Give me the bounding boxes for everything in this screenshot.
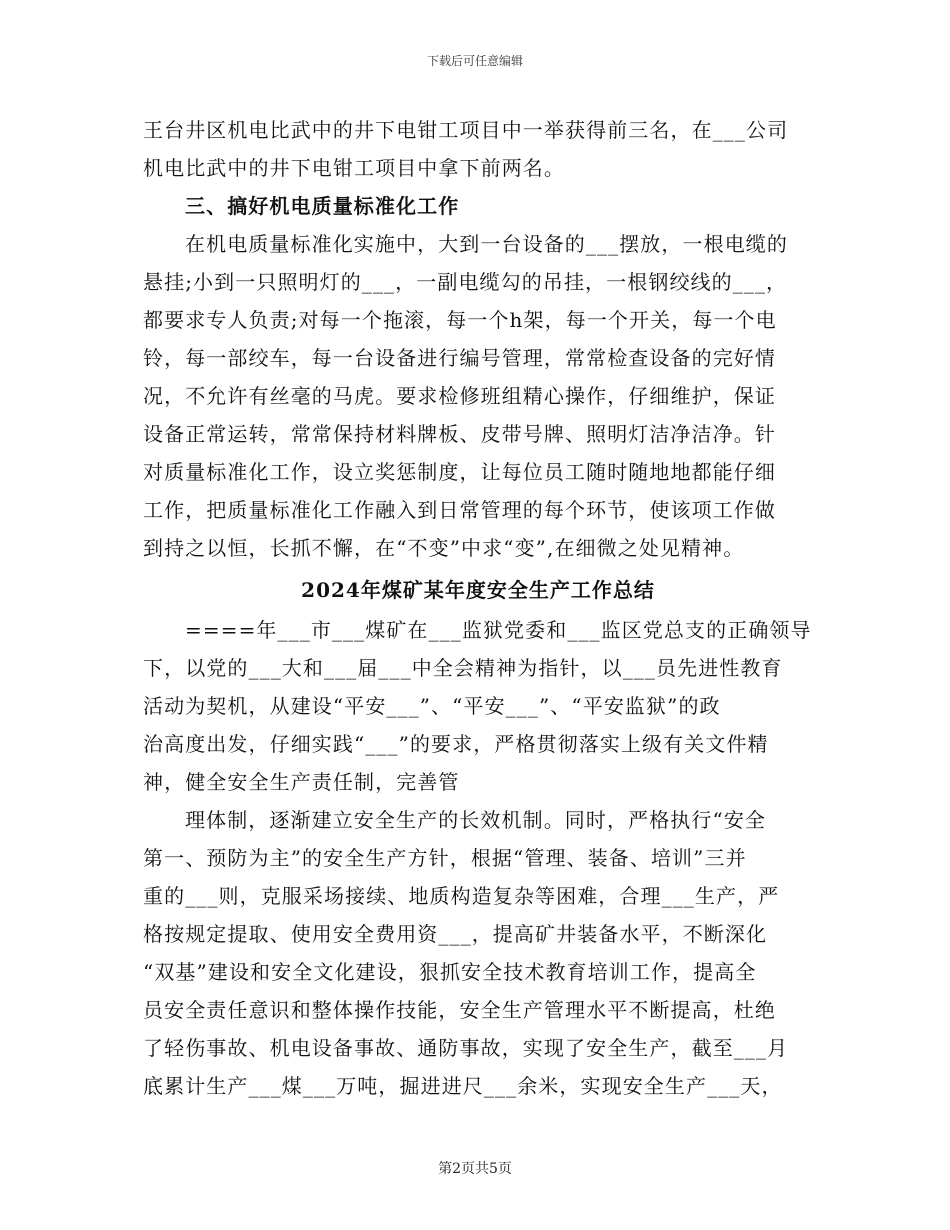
text-line: 第一、预防为主”的安全生产方针，根据“管理、装备、培训”三并 bbox=[143, 846, 747, 870]
page-header: 下载后可任意编辑 bbox=[426, 54, 523, 68]
text-line: 对质量标准化工作，设立奖惩制度，让每位员工随时随地地都能仔细 bbox=[143, 460, 776, 484]
text-line: 下，以党的___大和___届___中全会精神为指针，以___员先进性教育 bbox=[143, 656, 783, 680]
section-heading: 三、搞好机电质量标准化工作 bbox=[185, 194, 460, 218]
text-line: 格按规定提取、使用安全费用资___，提高矿井装备水平，不断深化 bbox=[143, 922, 768, 946]
text-line: 重的___则，克服采场接续、地质构造复杂等困难，合理___生产，严 bbox=[143, 884, 780, 908]
text-line: 底累计生产___煤___万吨，掘进进尺___余米，实现安全生产___天， bbox=[143, 1074, 783, 1098]
text-line: “双基”建设和安全文化建设，狠抓安全技术教育培训工作，提高全 bbox=[143, 960, 757, 984]
text-line: 神，健全安全生产责任制，完善管 bbox=[143, 770, 460, 794]
document-body bbox=[143, 111, 813, 1105]
text-line: 活动为契机，从建设“平安___”、“平安___”、“平安监狱”的政 bbox=[143, 694, 721, 718]
text-line: 铃，每一部绞车，每一台设备进行编号管理，常常检查设备的完好情 bbox=[143, 346, 776, 370]
text-line: 员安全责任意识和整体操作技能，安全生产管理水平不断提高，杜绝 bbox=[143, 998, 776, 1022]
text-line: 工作，把质量标准化工作融入到日常管理的每个环节，使该项工作做 bbox=[143, 498, 776, 522]
text-line: 了轻伤事故、机电设备事故、通防事故，实现了安全生产，截至___月 bbox=[143, 1036, 789, 1060]
text-line: 设备正常运转，常常保持材料牌板、皮带号牌、照明灯洁净洁净。针 bbox=[143, 422, 776, 446]
page-footer: 第2页共5页 bbox=[438, 1161, 512, 1177]
text-line: 机电比武中的井下电钳工项目中拿下前两名。 bbox=[143, 156, 565, 180]
document-title: 2024年煤矿某年度安全生产工作总结 bbox=[301, 578, 655, 602]
text-line: 理体制，逐渐建立安全生产的长效机制。同时，严格执行“安全 bbox=[185, 808, 767, 832]
text-line: 悬挂;小到一只照明灯的___，一副电缆勾的吊挂，一根钢绞线的___， bbox=[143, 270, 788, 294]
text-line: 王台井区机电比武中的井下电钳工项目中一举获得前三名，在___公司 bbox=[143, 118, 789, 142]
text-line: 到持之以恒，长抓不懈，在“不变”中求“变”,在细微之处见精神。 bbox=[143, 536, 745, 560]
text-line: ====年___市___煤矿在___监狱党委和___监区党总支的正确领导 bbox=[185, 618, 812, 642]
text-line: 都要求专人负责;对每一个拖滚，每一个h架，每一个开关，每一个电 bbox=[143, 308, 777, 332]
text-line: 况，不允许有丝毫的马虎。要求检修班组精心操作，仔细维护，保证 bbox=[143, 384, 776, 408]
text-line: 在机电质量标准化实施中，大到一台设备的___摆放，一根电缆的 bbox=[185, 232, 788, 256]
text-line: 治高度出发，仔细实践“___”的要求，严格贯彻落实上级有关文件精 bbox=[143, 732, 769, 756]
